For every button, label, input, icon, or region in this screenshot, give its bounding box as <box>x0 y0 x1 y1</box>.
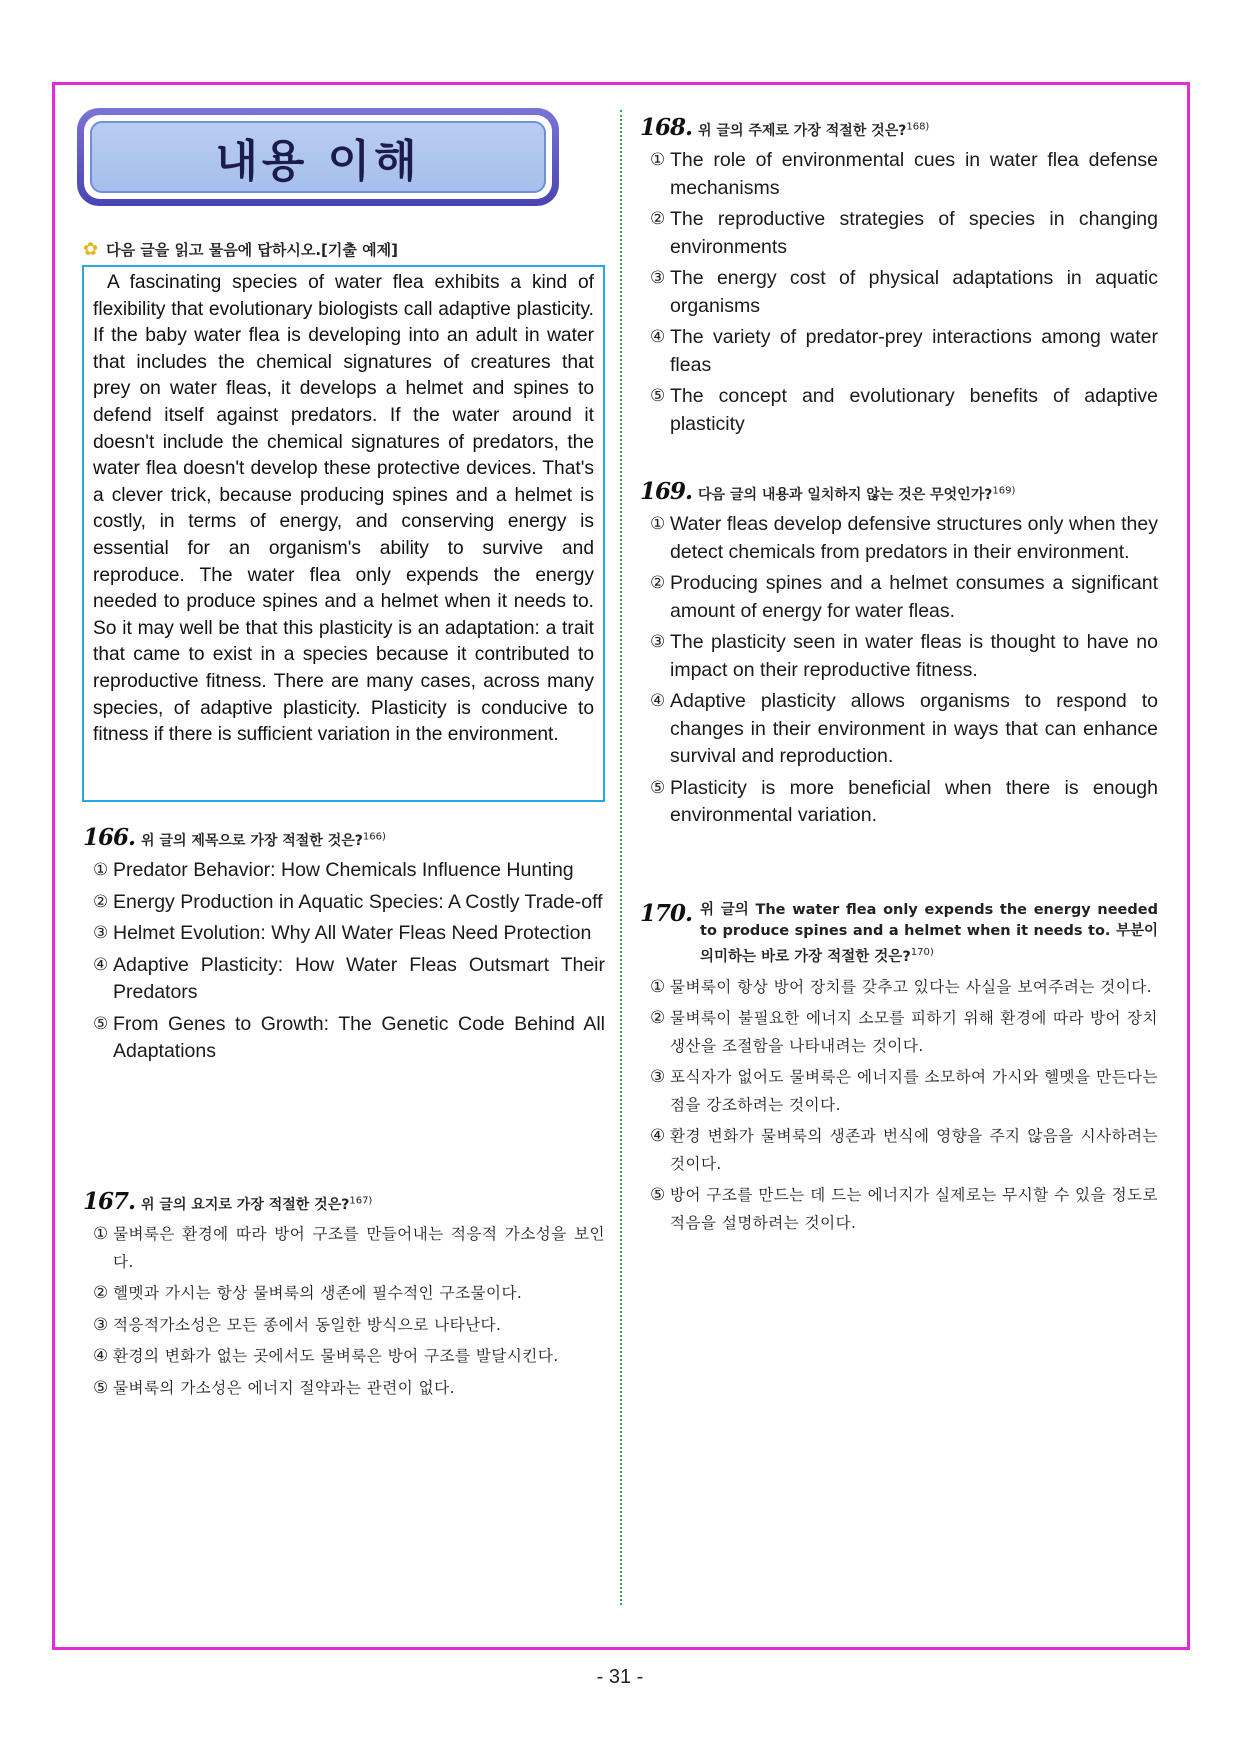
section-title: 내용 이해 <box>215 136 421 187</box>
option-marker: ① <box>93 860 109 880</box>
option-text: 물벼룩은 환경에 따라 방어 구조를 만들어내는 적응적 가소성을 보인다. <box>113 1225 605 1271</box>
option-list <box>83 1221 605 1402</box>
footnote-ref: 169) <box>992 485 1016 497</box>
option-marker: ④ <box>650 691 666 711</box>
option-marker: ⑤ <box>650 777 666 798</box>
option-3[interactable] <box>640 629 1158 684</box>
footnote-ref: 166) <box>362 831 386 843</box>
option-5[interactable] <box>640 1182 1158 1237</box>
option-1[interactable] <box>640 511 1158 566</box>
option-text: 헬멧과 가시는 항상 물벼룩의 생존에 필수적인 구조물이다. <box>113 1284 523 1302</box>
option-marker: ③ <box>650 632 666 652</box>
option-marker: ① <box>650 976 666 997</box>
option-text: Producing spines and a helmet consumes a significant amount of energy for water fleas. <box>670 572 1158 622</box>
option-4[interactable] <box>640 688 1158 771</box>
option-3[interactable] <box>83 920 605 948</box>
option-marker: ③ <box>650 268 666 288</box>
option-1[interactable] <box>83 857 605 885</box>
flower-icon: ✿ <box>83 238 99 260</box>
question-header <box>83 824 605 851</box>
option-4[interactable] <box>83 1343 605 1371</box>
option-4[interactable] <box>83 952 605 1007</box>
option-text: Adaptive Plasticity: How Water Fleas Outsmart Their Predators <box>113 953 605 1003</box>
option-list <box>83 857 605 1066</box>
question-stem: 위 글의 제목으로 가장 적절한 것은?$^{166)}$ <box>141 831 386 849</box>
option-5[interactable] <box>83 1375 605 1403</box>
option-marker: ① <box>650 514 666 534</box>
option-marker: ② <box>650 1008 666 1029</box>
option-3[interactable] <box>640 1064 1158 1119</box>
option-marker: ④ <box>650 1126 666 1147</box>
footnote-ref: 167) <box>349 1195 373 1207</box>
option-text: Predator Behavior: How Chemicals Influence Hunting <box>113 859 574 881</box>
footnote-ref: 168) <box>906 121 930 133</box>
option-marker: ① <box>650 150 666 170</box>
option-marker: ② <box>93 891 109 912</box>
option-text: Energy Production in Aquatic Species: A Costly Trade-off <box>113 890 603 913</box>
option-text: 물벼룩이 불필요한 에너지 소모를 피하기 위해 환경에 따라 방어 장치 생산을 조절함을 나타내려는 것이다. <box>670 1009 1158 1055</box>
question-169 <box>640 478 1158 834</box>
option-text: The variety of predator-prey interactions among water fleas <box>670 326 1158 376</box>
question-number: 167. <box>83 1188 136 1215</box>
question-number: 169. <box>640 478 693 505</box>
option-text: The energy cost of physical adaptations in aquatic organisms <box>670 267 1158 317</box>
option-marker: ④ <box>93 1346 109 1366</box>
option-text: The concept and evolutionary benefits of adaptive plasticity <box>670 385 1158 435</box>
option-marker: ④ <box>93 954 109 975</box>
page-number: - 31 - <box>596 1666 644 1688</box>
option-marker: ② <box>650 573 666 593</box>
option-1[interactable] <box>640 974 1158 1002</box>
question-stem: 위 글의 The water flea only expends the energy needed to produce spines and a helmet when it needs to. 부분이 의미하는 바로 가장 적절한 것은?$^{170)}$ <box>700 902 1158 965</box>
option-text: 포식자가 없어도 물벼룩은 에너지를 소모하여 가시와 헬멧을 만든다는 점을 강조하려는 것이다. <box>670 1068 1158 1114</box>
option-text: The role of environmental cues in water flea defense mechanisms <box>670 149 1158 199</box>
option-text: 환경의 변화가 없는 곳에서도 물벼룩은 방어 구조를 발달시킨다. <box>113 1347 559 1365</box>
option-text: 환경 변화가 물벼룩의 생존과 번식에 영향을 주지 않음을 시사하려는 것이다. <box>670 1127 1158 1173</box>
option-marker: ④ <box>650 327 666 347</box>
option-2[interactable] <box>640 1005 1158 1060</box>
instruction-text: 다음 글을 읽고 물음에 답하시오.[기출 예제] <box>106 241 398 259</box>
option-marker: ⑤ <box>650 1185 666 1206</box>
option-text: 물벼룩의 가소성은 에너지 절약과는 관련이 없다. <box>113 1378 456 1397</box>
quoted-sentence: The water flea only expends the energy needed to produce spines and a helmet when it needs to. <box>700 902 1158 939</box>
question-168 <box>640 114 1158 442</box>
option-2[interactable] <box>640 570 1158 625</box>
instruction <box>83 239 398 260</box>
option-text: Water fleas develop defensive structures only when they detect chemicals from predators in their environment. <box>670 513 1158 563</box>
section-title-badge <box>77 108 559 206</box>
question-header <box>640 900 1158 968</box>
option-text: From Genes to Growth: The Genetic Code Behind All Adaptations <box>113 1012 605 1062</box>
option-text: Plasticity is more beneficial when there is enough environmental variation. <box>670 776 1158 826</box>
question-header <box>83 1188 605 1215</box>
option-marker: ② <box>93 1283 109 1303</box>
option-list <box>640 974 1158 1238</box>
option-1[interactable] <box>640 147 1158 202</box>
option-marker: ⑤ <box>650 386 666 406</box>
option-marker: ① <box>93 1224 109 1244</box>
option-marker: ⑤ <box>93 1377 109 1398</box>
option-marker: ⑤ <box>93 1013 109 1034</box>
option-2[interactable] <box>83 1280 605 1308</box>
option-4[interactable] <box>640 324 1158 379</box>
option-5[interactable] <box>83 1011 605 1066</box>
option-marker: ③ <box>93 1314 109 1335</box>
question-number: 168. <box>640 114 693 141</box>
question-stem: 위 글의 주제로 가장 적절한 것은?$^{168)}$ <box>698 121 930 139</box>
option-list <box>640 511 1158 830</box>
column-divider <box>620 110 622 1605</box>
option-text: Adaptive plasticity allows organisms to respond to changes in their environment in ways that can enhance survival and reproduction. <box>670 690 1158 767</box>
option-text: Helmet Evolution: Why All Water Fleas Need Protection <box>113 922 592 944</box>
question-header <box>640 478 1158 505</box>
question-170 <box>640 900 1158 1241</box>
option-marker: ③ <box>93 923 109 943</box>
reading-passage: A fascinating species of water flea exhibits a kind of flexibility that evolutionary biologists call adaptive plasticity. If the baby water flea is developing into an adult in water that includes the chemical signatures of creatures that prey on water fleas, it develops a helmet and spines to defend itself against predators. If the water around it doesn't include the chemical signatures of predators, the water flea doesn't develop these protective devices. That's a clever trick, because producing spines and a helmet is costly, in terms of energy, and conserving energy is essential for an organism's ability to survive and reproduce. The water flea only expends the energy needed to produce spines and a helmet when it needs to. So it may well be that this plasticity is an adaptation: a trait that came to exist in a species because it contributed to reproductive fitness. There are many cases, across many species, of adaptive plasticity. Plasticity is conducive to fitness if there is sufficient variation in the environment. <box>82 265 605 802</box>
footnote-ref: 170) <box>910 947 934 958</box>
option-marker: ③ <box>650 1067 666 1088</box>
option-text: The plasticity seen in water fleas is thought to have no impact on their reproductive fitness. <box>670 631 1158 681</box>
option-text: 방어 구조를 만드는 데 드는 에너지가 실제로는 무시할 수 있을 정도로 적음을 설명하려는 것이다. <box>670 1186 1158 1232</box>
question-166 <box>83 824 605 1070</box>
question-number: 166. <box>83 824 136 851</box>
question-stem: 위 글의 요지로 가장 적절한 것은?$^{167)}$ <box>141 1195 373 1213</box>
question-header <box>640 114 1158 141</box>
option-text: 물벼룩이 항상 방어 장치를 갖추고 있다는 사실을 보여주려는 것이다. <box>670 977 1153 996</box>
option-5[interactable] <box>640 383 1158 438</box>
option-2[interactable] <box>640 206 1158 261</box>
option-1[interactable] <box>83 1221 605 1276</box>
option-marker: ② <box>650 209 666 229</box>
option-list <box>640 147 1158 438</box>
question-stem: 다음 글의 내용과 일치하지 않는 것은 무엇인가?$^{169)}$ <box>698 485 1016 503</box>
option-4[interactable] <box>640 1123 1158 1178</box>
question-number: 170. <box>640 900 693 927</box>
option-5[interactable] <box>640 775 1158 830</box>
option-text: 적응적가소성은 모든 종에서 동일한 방식으로 나타난다. <box>113 1315 502 1334</box>
option-2[interactable] <box>83 889 605 917</box>
option-3[interactable] <box>640 265 1158 320</box>
question-167 <box>83 1188 605 1406</box>
option-3[interactable] <box>83 1312 605 1340</box>
option-text: The reproductive strategies of species in changing environments <box>670 208 1158 258</box>
